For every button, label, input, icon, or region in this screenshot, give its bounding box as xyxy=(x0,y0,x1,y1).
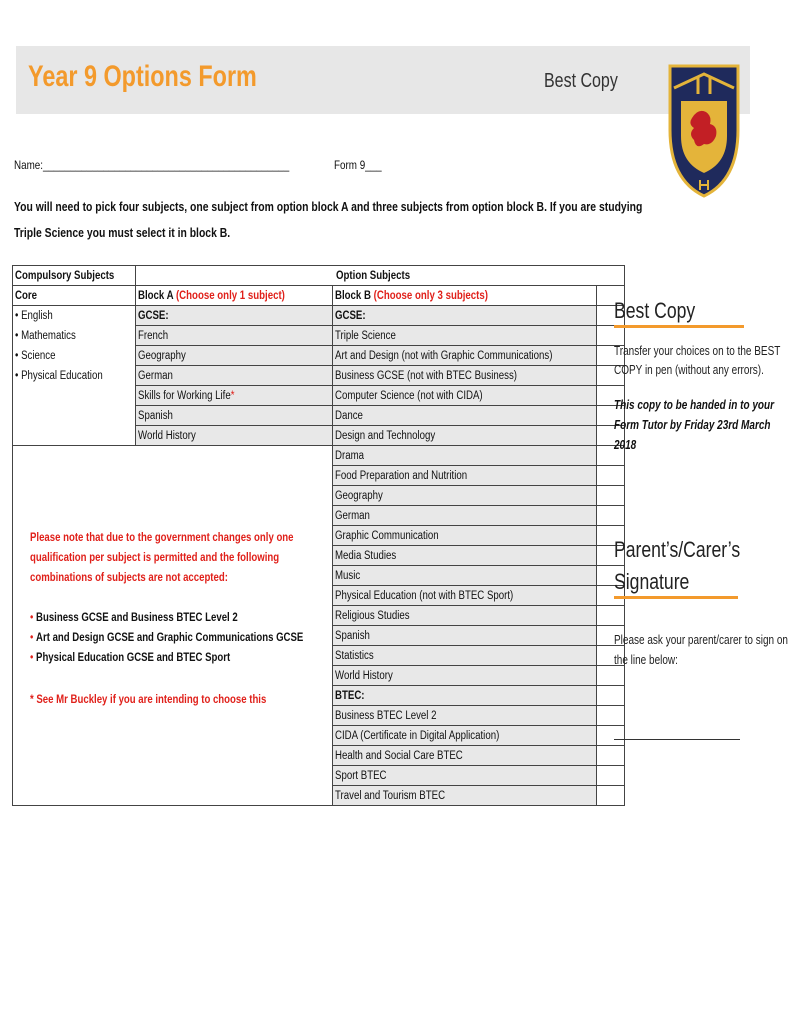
core-subject-item xyxy=(15,326,133,346)
core-subject-label: Mathematics xyxy=(21,330,76,342)
block-b-subject-label: GCSE: xyxy=(335,309,366,322)
choice-box[interactable] xyxy=(597,786,625,806)
block-b-subject[interactable] xyxy=(333,466,597,486)
block-a-subject-label: French xyxy=(138,329,169,342)
block-b-subject-label: Spanish xyxy=(335,629,371,642)
block-a-subject-label: GCSE: xyxy=(138,309,169,322)
intro-line-2: Triple Science you must select it in block B. xyxy=(14,225,231,240)
block-b-subject[interactable] xyxy=(333,606,597,626)
bullet-icon: • xyxy=(15,350,22,362)
option-header-label: Option Subjects xyxy=(336,269,411,282)
block-b-subject-label: Health and Social Care BTEC xyxy=(335,749,464,762)
orange-rule xyxy=(614,596,738,599)
compulsory-header xyxy=(13,266,136,286)
block-b-subject-label: Geography xyxy=(335,489,384,502)
block-b-subject-label: Music xyxy=(335,569,361,582)
compulsory-header-label: Compulsory Subjects xyxy=(15,269,115,282)
block-a-subject-label: Geography xyxy=(138,349,187,362)
block-b-label: Block B xyxy=(335,289,374,302)
block-b-subject-label: Food Preparation and Nutrition xyxy=(335,469,468,482)
intro-line-1: You will need to pick four subjects, one subject from option block A and three subjects from option block B. If you are studying xyxy=(14,199,643,214)
block-b-subject-label: Drama xyxy=(335,449,365,462)
page-title: Year 9 Options Form xyxy=(28,60,257,93)
excluded-combination xyxy=(30,630,303,644)
block-b-subject-label: CIDA (Certificate in Digital Application) xyxy=(335,729,500,742)
bullet-icon: • xyxy=(30,610,37,624)
excluded-combination-label: Art and Design GCSE and Graphic Communications GCSE xyxy=(36,630,304,644)
star-marker: * xyxy=(230,389,235,402)
star-note: * See Mr Buckley if you are intending to choose this xyxy=(30,692,267,706)
block-b-subject-label: Triple Science xyxy=(335,329,397,342)
excluded-combination xyxy=(30,610,238,624)
deadline-line-2: Form Tutor by Friday 23rd March xyxy=(614,418,771,432)
choice-box[interactable] xyxy=(597,726,625,746)
choice-box[interactable] xyxy=(597,606,625,626)
deadline-line-1: This copy to be handed in to your xyxy=(614,398,775,412)
core-subject-label: English xyxy=(21,310,53,322)
block-a-label: Block A xyxy=(138,289,177,302)
block-a-note: (Choose only 1 subject) xyxy=(176,289,286,302)
block-a-subject[interactable] xyxy=(136,306,333,326)
block-b-subject[interactable] xyxy=(333,406,597,426)
block-b-subject[interactable] xyxy=(333,546,597,566)
block-b-subject[interactable] xyxy=(333,726,597,746)
table-row xyxy=(13,286,625,306)
bullet-icon: • xyxy=(30,650,37,664)
orange-rule xyxy=(614,325,744,328)
best-copy-text-2: COPY in pen (without any errors). xyxy=(614,363,764,377)
core-subject-item xyxy=(15,366,133,386)
core-subject-item xyxy=(15,306,133,326)
block-b-subject[interactable] xyxy=(333,566,597,586)
option-header xyxy=(136,266,625,286)
block-b-subject[interactable] xyxy=(333,366,597,386)
block-b-subject-label: Physical Education (not with BTEC Sport) xyxy=(335,589,514,602)
block-b-label-cell xyxy=(333,286,597,306)
block-b-subject[interactable] xyxy=(333,686,597,706)
block-b-subject-label: World History xyxy=(335,669,394,682)
block-a-subject[interactable] xyxy=(136,346,333,366)
block-b-subject-label: Graphic Communication xyxy=(335,529,439,542)
copy-label: Best Copy xyxy=(544,70,618,92)
block-a-subject[interactable] xyxy=(136,386,333,406)
name-field-label[interactable]: Name:_____________________________________________ xyxy=(14,158,290,172)
block-a-label-cell xyxy=(136,286,333,306)
core-label: Core xyxy=(15,289,38,302)
block-b-subject-label: Computer Science (not with CIDA) xyxy=(335,389,483,402)
block-b-subject[interactable] xyxy=(333,426,597,446)
signature-heading-2: Signature xyxy=(614,569,690,594)
block-b-subject-label: Sport BTEC xyxy=(335,769,387,782)
block-a-subject-label: Skills for Working Life xyxy=(138,389,231,402)
block-b-subject-label: Art and Design (not with Graphic Communications) xyxy=(335,349,553,362)
notes-area xyxy=(13,446,333,806)
choice-box[interactable] xyxy=(597,766,625,786)
warning-note-line: combinations of subjects are not accepted: xyxy=(30,570,228,584)
bullet-icon: • xyxy=(15,370,22,382)
block-b-subject[interactable] xyxy=(333,646,597,666)
block-b-subject-label: Business BTEC Level 2 xyxy=(335,709,437,722)
block-b-subject-label: Travel and Tourism BTEC xyxy=(335,789,446,802)
block-b-subject[interactable] xyxy=(333,626,597,646)
block-b-subject[interactable] xyxy=(333,666,597,686)
warning-note-line: Please note that due to the government changes only one xyxy=(30,530,294,544)
core-label-cell xyxy=(13,286,136,306)
form-field-label[interactable]: Form 9___ xyxy=(334,158,382,172)
block-a-subject[interactable] xyxy=(136,406,333,426)
block-a-subject[interactable] xyxy=(136,426,333,446)
core-subject-item xyxy=(15,346,133,366)
block-b-subject[interactable] xyxy=(333,766,597,786)
block-b-subject-label: Design and Technology xyxy=(335,429,436,442)
excluded-combination xyxy=(30,650,230,664)
block-b-subject-label: Religious Studies xyxy=(335,609,410,622)
best-copy-text-1: Transfer your choices on to the BEST xyxy=(614,344,781,358)
choice-box[interactable] xyxy=(597,686,625,706)
block-a-subject[interactable] xyxy=(136,366,333,386)
signature-text-1: Please ask your parent/carer to sign on xyxy=(614,633,788,647)
block-b-subject-label: BTEC: xyxy=(335,689,365,702)
block-a-subject-label: Spanish xyxy=(138,409,174,422)
bullet-icon: • xyxy=(15,310,22,322)
choice-box[interactable] xyxy=(597,706,625,726)
block-a-subject-label: German xyxy=(138,369,174,382)
deadline-line-3: 2018 xyxy=(614,438,637,452)
excluded-combination-label: Business GCSE and Business BTEC Level 2 xyxy=(36,610,238,624)
table-row xyxy=(13,306,625,326)
block-b-subject[interactable] xyxy=(333,486,597,506)
core-subjects-cell xyxy=(13,306,136,446)
block-a-subject-label: World History xyxy=(138,429,197,442)
table-header-row xyxy=(13,266,625,286)
block-b-subject[interactable] xyxy=(333,386,597,406)
core-subject-label: Physical Education xyxy=(21,370,103,382)
block-b-subject[interactable] xyxy=(333,506,597,526)
school-crest-logo xyxy=(664,60,744,200)
block-b-subject[interactable] xyxy=(333,446,597,466)
core-subject-label: Science xyxy=(21,350,56,362)
choice-box[interactable] xyxy=(597,506,625,526)
block-b-subject[interactable] xyxy=(333,746,597,766)
block-b-subject-label: Statistics xyxy=(335,649,374,662)
choice-box[interactable] xyxy=(597,746,625,766)
block-b-subject-label: Media Studies xyxy=(335,549,397,562)
excluded-combination-label: Physical Education GCSE and BTEC Sport xyxy=(36,650,231,664)
warning-note-line: qualification per subject is permitted and the following xyxy=(30,550,280,564)
choice-box[interactable] xyxy=(597,486,625,506)
best-copy-heading: Best Copy xyxy=(614,298,696,323)
signature-heading-1: Parent’s/Carer’s xyxy=(614,537,741,562)
block-b-subject[interactable] xyxy=(333,586,597,606)
table-row xyxy=(13,446,625,466)
block-b-subject[interactable] xyxy=(333,706,597,726)
block-b-subject-label: Dance xyxy=(335,409,364,422)
block-b-note: (Choose only 3 subjects) xyxy=(373,289,489,302)
block-b-subject[interactable] xyxy=(333,526,597,546)
block-b-subject-label: Business GCSE (not with BTEC Business) xyxy=(335,369,518,382)
block-b-subject[interactable] xyxy=(333,786,597,806)
block-b-subject[interactable] xyxy=(333,326,597,346)
signature-text-2: the line below: xyxy=(614,653,678,667)
choice-box[interactable] xyxy=(597,466,625,486)
bullet-icon: • xyxy=(15,330,22,342)
block-b-subject-label: German xyxy=(335,509,371,522)
block-b-subject[interactable] xyxy=(333,346,597,366)
block-a-subject[interactable] xyxy=(136,326,333,346)
bullet-icon: • xyxy=(30,630,37,644)
signature-line[interactable] xyxy=(614,739,740,740)
block-b-subject[interactable] xyxy=(333,306,597,326)
